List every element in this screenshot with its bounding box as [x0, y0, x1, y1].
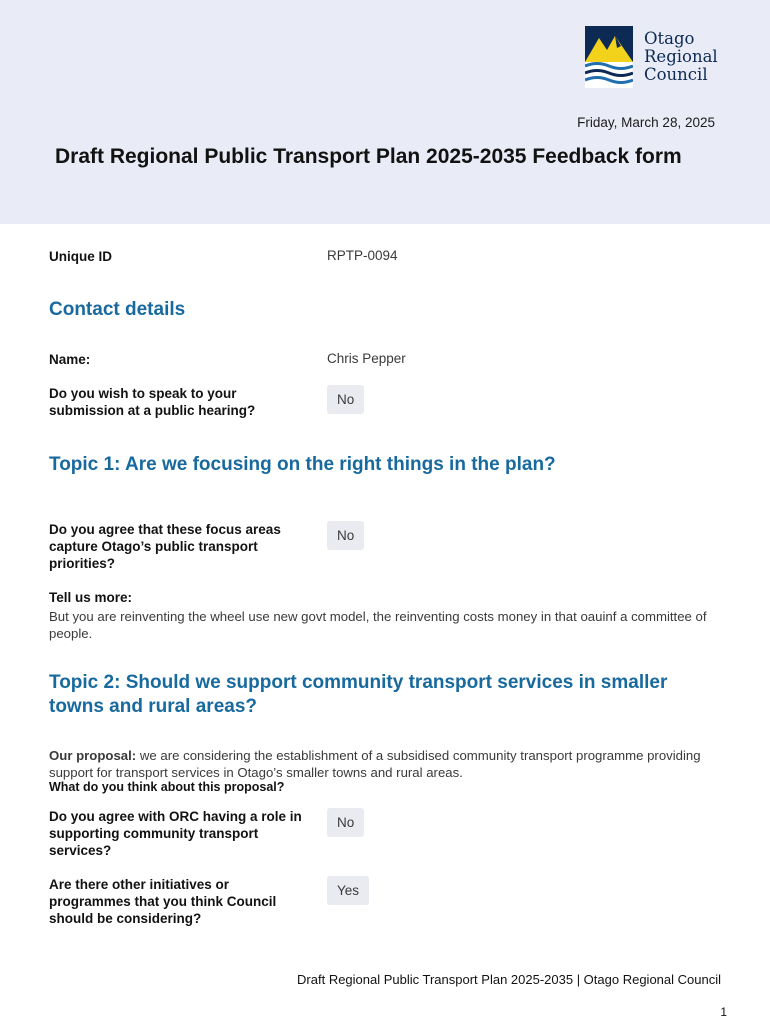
- topic-1-question-1-label: Do you agree that these focus areas capture Otago’s public transport priorities?: [49, 522, 281, 571]
- form-date: Friday, March 28, 2025: [577, 115, 715, 130]
- council-logo: [585, 26, 725, 90]
- topic-2-question-2-label: Are there other initiatives or programmes that you think Council should be considering?: [49, 877, 277, 926]
- logo-line-3: Council: [644, 65, 708, 84]
- contact-details-heading: Contact details: [49, 299, 186, 320]
- proposal-label: Our proposal:: [49, 748, 137, 763]
- topic-2-question-1-label: Do you agree with ORC having a role in supporting community transport services?: [49, 809, 302, 858]
- logo-text: [644, 30, 718, 84]
- topic-1-question-1-answer: No: [327, 521, 364, 550]
- public-hearing-answer: No: [327, 385, 364, 414]
- page-footer: Draft Regional Public Transport Plan 2025-2035 | Otago Regional Council: [297, 972, 721, 987]
- page-number: 1: [720, 1005, 727, 1019]
- unique-id-value: RPTP-0094: [327, 248, 398, 263]
- name-value: Chris Pepper: [327, 351, 406, 366]
- header-band: [0, 0, 770, 224]
- topic-2-question-1-answer: No: [327, 808, 364, 837]
- public-hearing-label: Do you wish to speak to your submission at a public hearing?: [49, 386, 256, 418]
- otago-regional-council-logo-icon: [585, 26, 633, 88]
- topic-2-question-2-answer: Yes: [327, 876, 369, 905]
- tell-us-more-answer: But you are reinventing the wheel use new govt model, the reinventing costs money in that oauinf a committee of people.: [49, 609, 707, 641]
- unique-id-label: Unique ID: [49, 249, 112, 264]
- logo-line-2: Regional: [644, 47, 718, 66]
- proposal-description: we are considering the establishment of a subsidised community transport programme providing support for transport services in Otago’s smaller towns and rural areas.: [49, 748, 701, 780]
- topic-1-heading: Topic 1: Are we focusing on the right things in the plan?: [49, 454, 556, 475]
- logo-line-1: Otago: [644, 29, 695, 48]
- page-title: Draft Regional Public Transport Plan 2025-2035 Feedback form: [55, 145, 682, 168]
- think-about-proposal-label: What do you think about this proposal?: [49, 780, 285, 794]
- tell-us-more-label: Tell us more:: [49, 590, 133, 605]
- topic-2-heading: Topic 2: Should we support community transport services in smaller towns and rural areas?: [49, 672, 668, 717]
- proposal-text: [49, 748, 709, 781]
- name-label: Name:: [49, 352, 91, 367]
